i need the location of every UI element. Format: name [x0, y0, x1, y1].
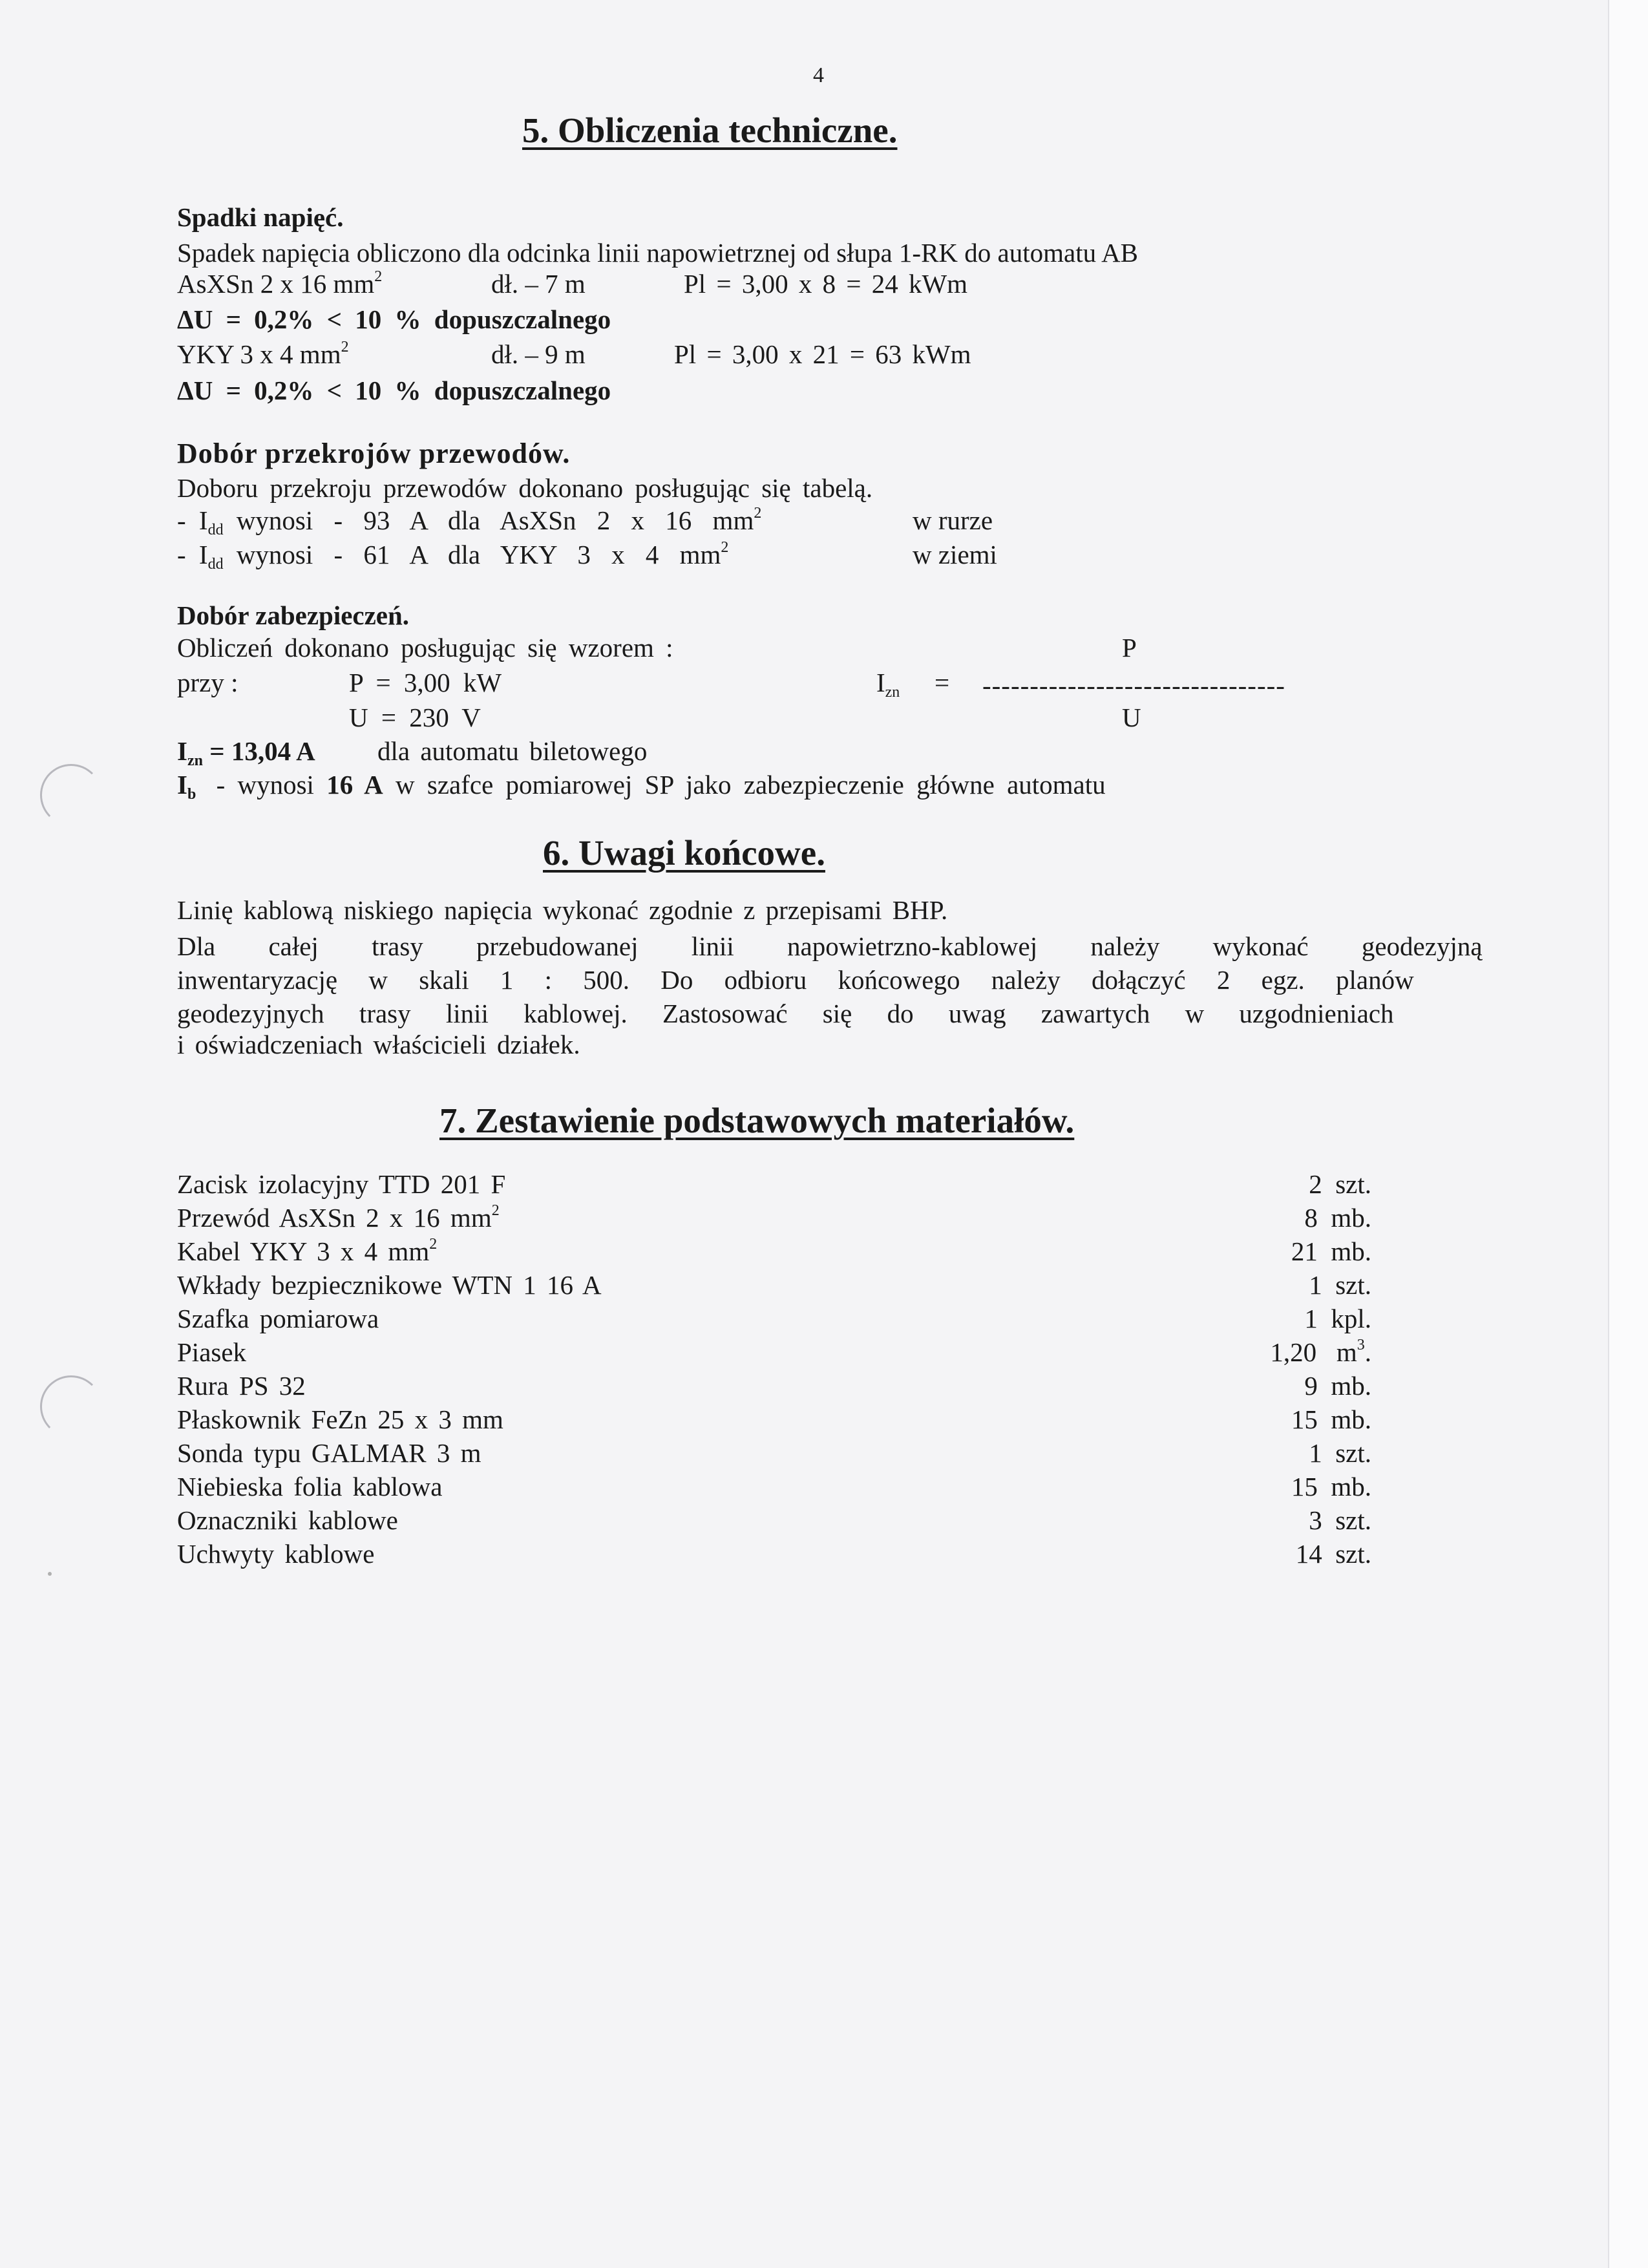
material-quantity: 1 szt.	[1309, 1438, 1371, 1468]
voltage-value: U = 230 V	[349, 703, 481, 732]
protection-intro: Obliczeń dokonano posługując się wzorem :	[177, 633, 673, 662]
material-name: Rura PS 32	[177, 1371, 306, 1401]
material-quantity: 2 szt.	[1309, 1169, 1371, 1199]
section-7-heading: 7. Zestawienie podstawowych materiałów.	[439, 1101, 1075, 1140]
formula-fraction-line: --------------------------------	[982, 670, 1285, 700]
voltage-drop-intro: Spadek napięcia obliczono dla odcinka linii napowietrznej od słupa 1-RK do automatu AB	[177, 238, 1139, 268]
protection-result-izn-text: dla automatu biletowego	[377, 736, 648, 766]
material-quantity: 15 mb.	[1291, 1472, 1371, 1501]
section-6-heading: 6. Uwagi końcowe.	[543, 833, 825, 873]
remarks-line-2: Dla całej trasy przebudowanej linii napowietrzno-kablowej należy wykonać geodezyjną	[177, 931, 1483, 961]
voltage-row2-drop: ΔU = 0,2% < 10 % dopuszczalnego	[177, 376, 611, 405]
protection-result-izn: $I_{zn} = 13,04$ A	[177, 736, 315, 769]
voltage-row1-cable: AsXSn 2 x 16 $mm^2$	[177, 268, 383, 299]
punch-hole-lower	[40, 1375, 102, 1437]
cross-row1: - $I_{dd}$ wynosi - 93 A dla AsXSn 2 x 16 $mm^2$	[177, 505, 762, 538]
voltage-row1-length: dł. – 7 m	[491, 269, 586, 299]
material-quantity: 14 szt.	[1295, 1539, 1371, 1569]
cross-row1-location: w rurze	[913, 505, 993, 535]
voltage-drop-title: Spadki napięć.	[177, 202, 344, 232]
material-name: Piasek	[177, 1337, 247, 1367]
punch-hole-upper	[40, 764, 102, 826]
voltage-row2-length: dł. – 9 m	[491, 339, 586, 369]
material-quantity: 1 kpl.	[1304, 1304, 1371, 1333]
cross-section-intro: Doboru przekroju przewodów dokonano posługując się tabelą.	[177, 473, 873, 503]
formula-izn: $I_{zn}$	[876, 668, 900, 701]
material-name: Wkłady bezpiecznikowe WTN 1 16 A	[177, 1270, 602, 1300]
cross-row2: - $I_{dd}$ wynosi - 61 A dla YKY 3 x 4 $mm^2$	[177, 539, 729, 573]
material-quantity: 1 szt.	[1309, 1270, 1371, 1300]
material-quantity: 15 mb.	[1291, 1404, 1371, 1434]
remarks-line-1: Linię kablową niskiego napięcia wykonać zgodnie z przepisami BHP.	[177, 895, 948, 925]
material-name: Sonda typu GALMAR 3 m	[177, 1438, 481, 1468]
remarks-line-5: i oświadczeniach właścicieli działek.	[177, 1030, 580, 1059]
material-name: Oznaczniki kablowe	[177, 1505, 398, 1535]
voltage-row1-calc: Pl = 3,00 x 8 = 24 kWm	[684, 269, 968, 299]
material-quantity: 3 szt.	[1309, 1505, 1371, 1535]
voltage-row1-drop: ΔU = 0,2% < 10 % dopuszczalnego	[177, 304, 611, 334]
section-5-heading: 5. Obliczenia techniczne.	[522, 111, 898, 150]
material-quantity: 9 mb.	[1304, 1371, 1371, 1401]
material-name: Kabel YKY 3 x 4 $mm^2$	[177, 1236, 438, 1266]
remarks-line-4: geodezyjnych trasy linii kablowej. Zastosować się do uwag zawartych w uzgodnieniach	[177, 999, 1394, 1028]
power-value: P = 3,00 kW	[349, 668, 502, 697]
speck	[48, 1572, 52, 1576]
material-quantity: 1,20 $m^3$.	[1270, 1337, 1371, 1367]
protection-title: Dobór zabezpieczeń.	[177, 600, 410, 630]
page-edge	[1608, 0, 1648, 2268]
material-name: Przewód AsXSn 2 x 16 $mm^2$	[177, 1202, 500, 1233]
voltage-row2-calc: Pl = 3,00 x 21 = 63 kWm	[674, 339, 971, 369]
material-name: Zacisk izolacyjny TTD 201 F	[177, 1169, 506, 1199]
formula-denominator: U	[1122, 703, 1141, 732]
przy-label: przy :	[177, 668, 238, 697]
material-quantity: 21 mb.	[1291, 1236, 1371, 1266]
page-number: 4	[813, 63, 824, 87]
material-name: Płaskownik FeZn 25 x 3 mm	[177, 1404, 503, 1434]
formula-equals: =	[935, 668, 950, 697]
material-name: Uchwyty kablowe	[177, 1539, 375, 1569]
cross-row2-location: w ziemi	[913, 540, 997, 569]
protection-result-ib: $I_b$ - wynosi 16 A w szafce pomiarowej SP jako zabezpieczenie główne automatu	[177, 770, 1106, 803]
material-name: Szafka pomiarowa	[177, 1304, 379, 1333]
voltage-row2-cable: YKY 3 x 4 $mm^2$	[177, 339, 349, 369]
remarks-line-3: inwentaryzację w skali 1 : 500. Do odbioru końcowego należy dołączyć 2 egz. planów	[177, 965, 1414, 995]
material-quantity: 8 mb.	[1304, 1203, 1371, 1233]
cross-section-title: Dobór przekrojów przewodów.	[177, 438, 571, 469]
formula-numerator: P	[1122, 633, 1137, 662]
material-name: Niebieska folia kablowa	[177, 1472, 443, 1501]
